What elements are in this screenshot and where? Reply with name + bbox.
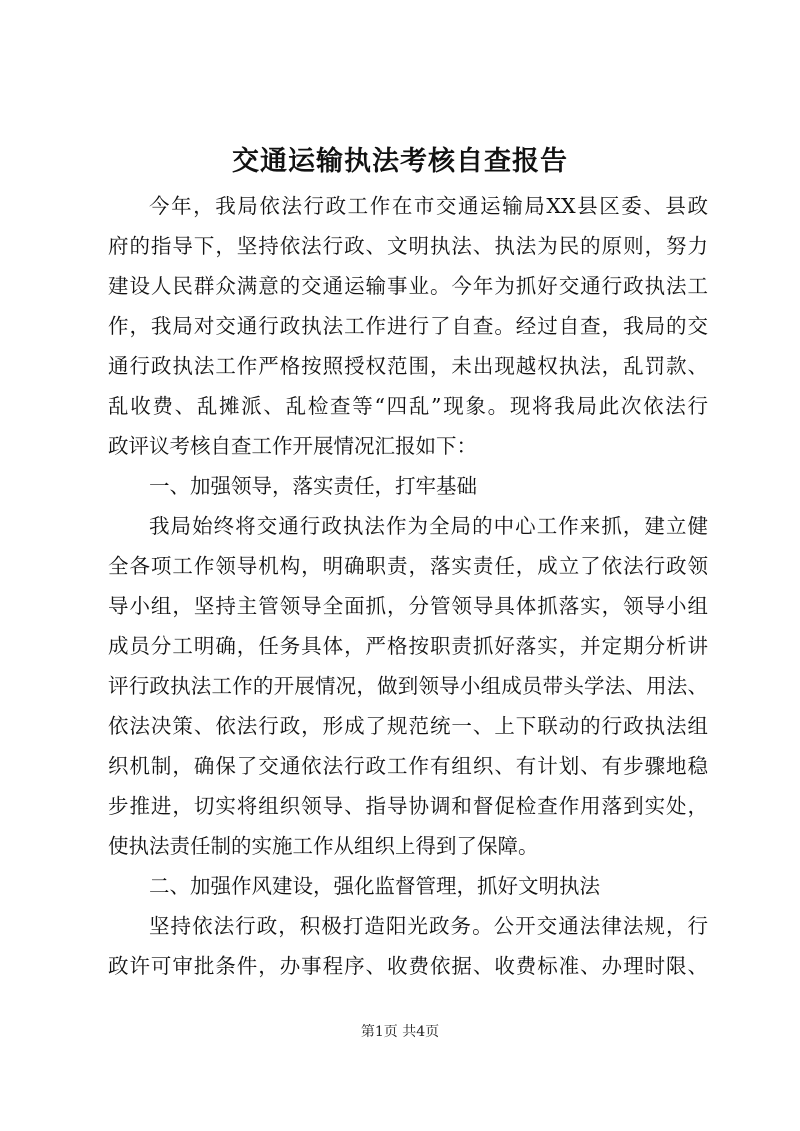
paragraph-line: 使执法责任制的实施工作从组织上得到了保障。 xyxy=(108,834,539,858)
paragraph-line: 织机制，确保了交通依法行政工作有组织、有计划、有步骤地稳 xyxy=(108,754,708,778)
paragraph-line: 我局始终将交通行政执法作为全局的中心工作来抓，建立健 xyxy=(149,514,708,538)
paragraph-line: 步推进，切实将组织领导、指导协调和督促检查作用落到实处， xyxy=(108,794,708,818)
paragraph-line: 建设人民群众满意的交通运输事业。今年为抓好交通行政执法工 xyxy=(108,274,708,298)
paragraph-line: 政许可审批条件，办事程序、收费依据、收费标准、办理时限、 xyxy=(108,954,708,978)
section-heading: 二、加强作风建设，强化监督管理，抓好文明执法 xyxy=(149,874,600,898)
paragraph-line: 乱收费、乱摊派、乱检查等“四乱”现象。现将我局此次依法行 xyxy=(108,394,708,418)
paragraph-line: 全各项工作领导机构，明确职责，落实责任，成立了依法行政领 xyxy=(108,554,708,578)
document-title: 交通运输执法考核自查报告 xyxy=(232,146,568,177)
paragraph-line: 作，我局对交通行政执法工作进行了自查。经过自查，我局的交 xyxy=(108,314,708,338)
section-heading: 一、加强领导，落实责任，打牢基础 xyxy=(149,474,477,498)
paragraph-line: 成员分工明确，任务具体，严格按职责抓好落实，并定期分析讲 xyxy=(108,634,708,658)
paragraph-line: 评行政执法工作的开展情况，做到领导小组成员带头学法、用法、 xyxy=(108,674,708,698)
paragraph-line: 今年，我局依法行政工作在市交通运输局XX县区委、县政 xyxy=(149,194,708,218)
paragraph-line: 依法决策、依法行政，形成了规范统一、上下联动的行政执法组 xyxy=(108,714,708,738)
document-body xyxy=(108,186,708,986)
paragraph-line: 府的指导下，坚持依法行政、文明执法、执法为民的原则，努力 xyxy=(108,234,708,258)
paragraph-line: 通行政执法工作严格按照授权范围，未出现越权执法，乱罚款、 xyxy=(108,354,708,378)
page-footer: 第1页 共4页 xyxy=(360,1024,440,1040)
paragraph-line: 导小组，坚持主管领导全面抓，分管领导具体抓落实，领导小组 xyxy=(108,594,708,618)
paragraph-line: 政评议考核自查工作开展情况汇报如下： xyxy=(108,434,477,458)
paragraph-line: 坚持依法行政，积极打造阳光政务。公开交通法律法规，行 xyxy=(149,914,708,938)
